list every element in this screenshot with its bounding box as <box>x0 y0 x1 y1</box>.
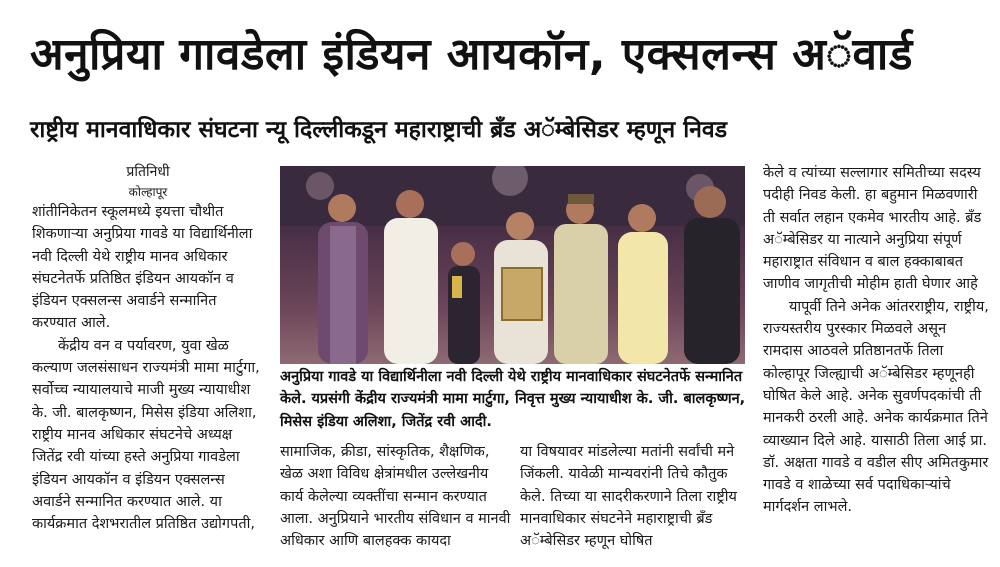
stage-light <box>306 172 334 200</box>
paragraph: यापूर्वी तिने अनेक आंतरराष्ट्रीय, राष्ट्रीय, राज्यस्तरीय पुरस्कार मिळवले असून रामदास आठवले प्रतिष्ठानतर्फे तिला कोल्हापूर जिल्ह्याची अॅम्बेसिडर म्हणूनही घोषित केले आहे. अनेक सुवर्णपदकांची ती मानकरी ठरली आहे. अनेक कार्यक्रमात तिने व्याख्यान दिले आहे. यासाठी तिला आई प्रा. डॉ. अक्षता गावडे व वडील सीए अमितकुमार गावडे व शाळेच्या सर्व पदाधिकाऱ्यांचे मार्गदर्शन लाभले. <box>763 298 989 516</box>
article-column-3 <box>520 441 752 552</box>
article-column-2 <box>280 441 512 552</box>
award-ceremony-photo <box>280 166 745 364</box>
byline-location: कोल्हापूर <box>128 185 168 199</box>
person-yellow-dress <box>618 204 668 364</box>
paragraph: सामाजिक, क्रीडा, सांस्कृतिक, शैक्षणिक, खेळ अशा विविध क्षेत्रांमधील उल्लेखनीय कार्य केलेल्या व्यक्तींचा सन्मान करण्यात आला. अनुप्रियाने भारतीय संविधान व मानवी अधिकार आणि बालहक्क कायदा <box>280 444 511 550</box>
paragraph: या विषयावर मांडलेल्या मतांनी सर्वांची मने जिंकली. यावेळी मान्यवरांनी तिचे कौतुक केले. तिच्या या सादरीकरणाने तिला राष्ट्रीय मानवाधिकार संघटनेने महाराष्ट्राची ब्रँड अॅम्बेसिडर म्हणून घोषित <box>520 444 737 550</box>
article-column-4 <box>763 162 989 519</box>
subheadline: राष्ट्रीय मानवाधिकार संघटना न्यू दिल्लीकडून महाराष्ट्राची ब्रँड अॅम्बेसिडर म्हणून निवड <box>30 117 728 143</box>
photo-caption: अनुप्रिया गावडे या विद्यार्थिनीला नवी दिल्ली येथे राष्ट्रीय मानवाधिकार संघटनेतर्फे सन्मानित केले. यप्रसंगी केंद्रीय राज्यमंत्री मामा मार्टुगा, निवृत्त मुख्य न्यायाधीश के. जी. बालकृष्णन, मिसेस इंडिया अलिशा, जितेंद्र रवी आदी. <box>280 369 746 430</box>
article-column-1 <box>32 162 264 535</box>
child-awardee <box>448 242 480 364</box>
paragraph: केले व त्यांच्या सल्लागार समितीच्या सदस्य पदीही निवड केली. हा बहुमान मिळवणारी ती सर्वात लहान एकमेव भारतीय आहे. ब्रँड अॅम्बेसिडर या नात्याने अनुप्रिया संपूर्ण महाराष्ट्रात संविधान व बाल हक्काबाबत जाणीव जागृतीची मोहीम हाती घेणार आहे <box>763 165 982 293</box>
byline-author: प्रतिनिधी <box>126 164 170 180</box>
headline: अनुप्रिया गावडेला इंडियन आयकॉन, एक्सलन्स अॅवार्ड <box>30 29 913 80</box>
photo-illustration <box>280 166 745 364</box>
person-minister <box>494 212 548 364</box>
paragraph: केंद्रीय वन व पर्यावरण, युवा खेळ कल्याण जलसंसाधन राज्यमंत्री मामा मार्टुगा, सर्वोच्च न्यायालयाचे माजी मुख्य न्यायाधीश के. जी. बालकृष्णन, मिसेस इंडिया अलिशा, राष्ट्रीय मानव अधिकार संघटनेचे अध्यक्ष जितेंद्र रवी यांच्या हस्ते अनुप्रिया गावडेला इंडियन आयकॉन व इंडियन एक्सलन्स अवार्डने सन्मानित करण्यात आले. या कार्यक्रमात देशभरातील प्रतिष्ठित उद्योगपती, <box>32 337 260 533</box>
paragraph: शांतीनिकेतन स्कूलमध्ये इयत्ता चौथीत शिकणाऱ्या अनुप्रिया गावडे या विद्यार्थिनीला नवी दिल्ली येथे राष्ट्रीय मानव अधिकार संघटनेतर्फे प्रतिष्ठित इंडियन आयकॉन व इंडियन एक्सलन्स अवार्डने सन्मानित करण्यात आले. <box>32 204 253 332</box>
